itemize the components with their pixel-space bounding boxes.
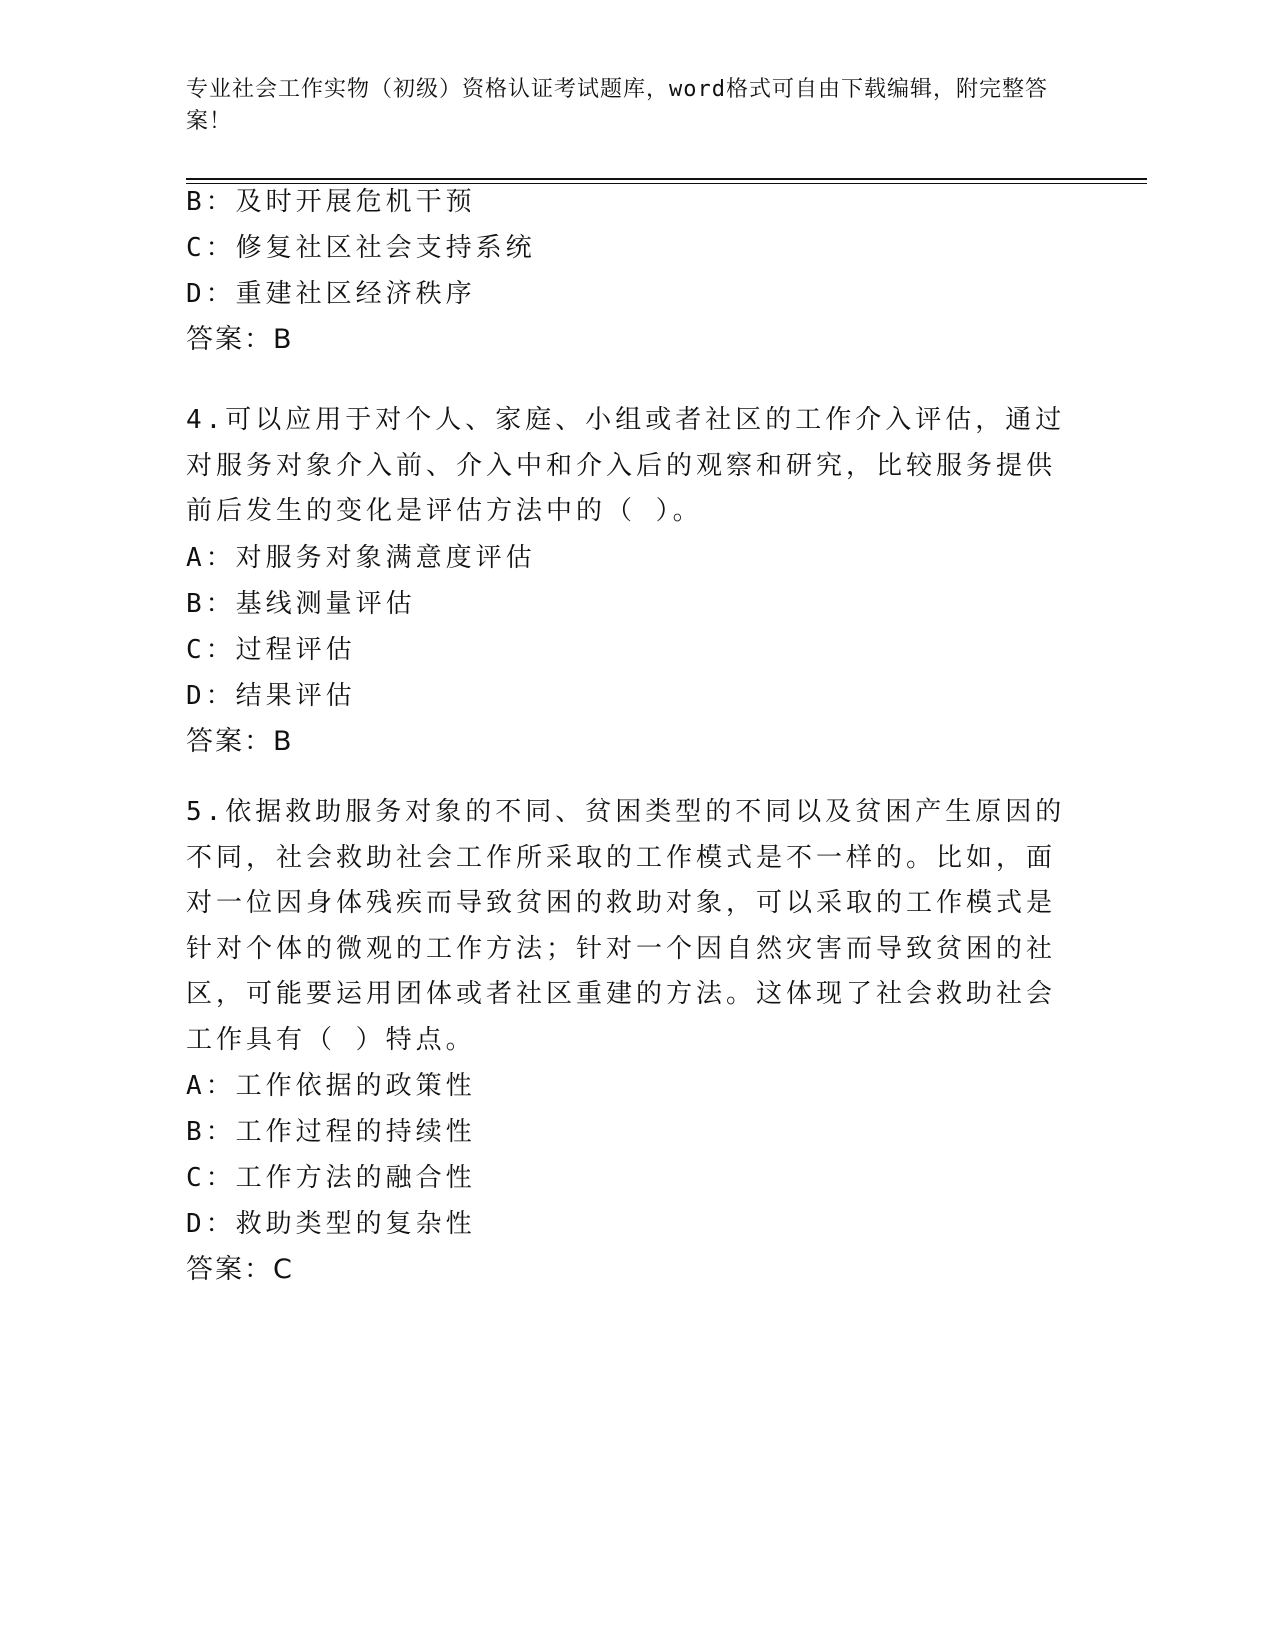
question-stem: 5.依据救助服务对象的不同、贫困类型的不同以及贫困产生原因的不同，社会救助社会工作所采取的工作模式是不一样的。比如，面对一位因身体残疾而导致贫困的救助对象，可以采取的工作模式是针对个体的微观的工作方法；针对一个因自然灾害而导致贫困的社区，可能要运用团体或者社区重建的方法。这体现了社会救助社会工作具有（ ）特点。 [186, 797, 1066, 1055]
option-a: A：对服务对象满意度评估 [186, 542, 536, 573]
answer: 答案：B [186, 725, 294, 757]
question-stem: 4.可以应用于对个人、家庭、小组或者社区的工作介入评估，通过对服务对象介入前、介入中和介入后的观察和研究，比较服务提供前后发生的变化是评估方法中的（ ）。 [186, 405, 1066, 526]
option-b: B：工作过程的持续性 [186, 1117, 476, 1147]
question-4 [186, 398, 1066, 765]
header-title: 专业社会工作实物（初级）资格认证考试题库，word格式可自由下载编辑，附完整答案！ [186, 77, 1048, 134]
question-5 [186, 790, 1066, 1293]
question-3-tail [186, 179, 1066, 363]
answer: 答案：B [186, 324, 294, 355]
option-c: C：过程评估 [186, 634, 356, 665]
option-b: B：及时开展危机干预 [186, 187, 476, 217]
answer: 答案：C [186, 1254, 294, 1285]
option-d: D：救助类型的复杂性 [186, 1209, 476, 1239]
option-d: D：重建社区经济秩序 [186, 279, 476, 309]
option-b: B：基线测量评估 [186, 588, 416, 619]
option-c: C：修复社区社会支持系统 [186, 233, 536, 263]
option-a: A：工作依据的政策性 [186, 1071, 476, 1101]
option-d: D：结果评估 [186, 680, 356, 711]
option-c: C：工作方法的融合性 [186, 1163, 476, 1193]
